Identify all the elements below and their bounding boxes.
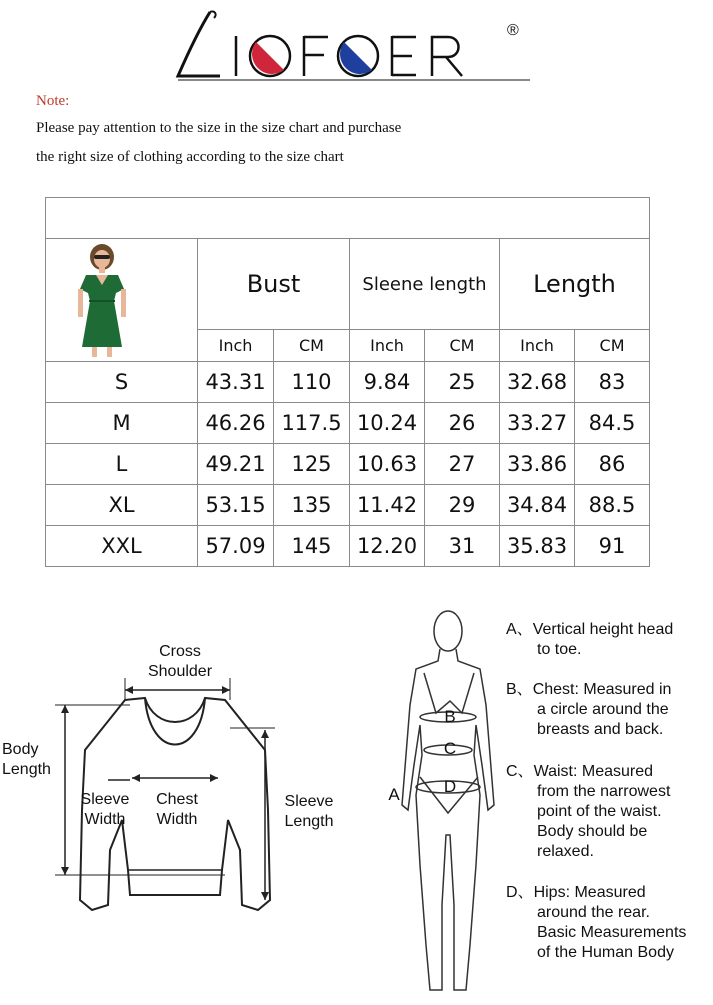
brand-logo: [170, 8, 530, 88]
description-line: Hips: Measured: [533, 884, 646, 901]
description-b: [506, 680, 711, 740]
description-line: Chest: Measured in: [532, 681, 672, 698]
marker-d: D: [443, 777, 457, 796]
size-label: S: [46, 362, 198, 403]
table-cell: 135: [274, 485, 350, 526]
note-label: Note:: [36, 93, 70, 109]
table-cell: 11.42: [350, 485, 425, 526]
table-cell: 10.63: [350, 444, 425, 485]
garment-measurement-diagram: [0, 600, 360, 1000]
table-cell: 49.21: [198, 444, 274, 485]
table-cell: 33.86: [500, 444, 575, 485]
table-cell: 84.5: [575, 403, 650, 444]
description-line: of the Human Body: [537, 944, 674, 961]
description-line: Waist: Measured: [533, 763, 654, 780]
table-cell: 53.15: [198, 485, 274, 526]
table-cell: 117.5: [274, 403, 350, 444]
table-row: [46, 362, 650, 403]
unit-cell: CM: [575, 330, 650, 362]
sleeve-length-line-2: Length: [284, 813, 334, 830]
table-cell: 31: [425, 526, 500, 567]
table-cell: 33.27: [500, 403, 575, 444]
description-key: B、: [506, 681, 533, 698]
table-row: [46, 403, 650, 444]
logo-letter-l: [178, 12, 220, 76]
size-label: XXL: [46, 526, 198, 567]
table-cell: 29: [425, 485, 500, 526]
description-line: Basic Measurements: [537, 924, 687, 941]
table-cell: 32.68: [500, 362, 575, 403]
description-line: from the narrowest: [537, 783, 671, 800]
description-line: breasts and back.: [537, 721, 664, 738]
table-cell: 43.31: [198, 362, 274, 403]
table-cell: 26: [425, 403, 500, 444]
table-cell: 35.83: [500, 526, 575, 567]
table-title-cell: [46, 198, 650, 239]
note-line-2: the right size of clothing according to the size chart: [36, 149, 344, 165]
description-c: [506, 762, 711, 862]
sleeve-width-line-1: Sleeve: [80, 791, 130, 808]
table-header-row: [46, 239, 650, 330]
dress-model-image: [72, 239, 172, 357]
header-length: Length: [500, 239, 650, 330]
sleeve-width-line-2: Width: [84, 811, 126, 828]
table-cell: 86: [575, 444, 650, 485]
unit-cell: Inch: [500, 330, 575, 362]
table-cell: 125: [274, 444, 350, 485]
table-title-row: [46, 198, 650, 239]
body-measurement-diagram: [380, 605, 500, 1000]
note-line-1: Please pay attention to the size in the size chart and purchase: [36, 120, 402, 136]
header-bust: Bust: [198, 239, 350, 330]
registered-mark: ®: [507, 22, 519, 39]
size-chart-table: [45, 197, 650, 567]
table-cell: 46.26: [198, 403, 274, 444]
description-line: relaxed.: [537, 843, 594, 860]
description-line: around the rear.: [537, 904, 650, 921]
description-key: C、: [506, 763, 534, 780]
description-line: a circle around the: [537, 701, 669, 718]
unit-cell: CM: [425, 330, 500, 362]
table-cell: 9.84: [350, 362, 425, 403]
body-length-line-2: Length: [2, 761, 51, 778]
logo-red-accent: [252, 42, 284, 74]
body-length-line-1: Body: [2, 741, 39, 758]
table-row: [46, 526, 650, 567]
cross-shoulder-line-2: Shoulder: [147, 663, 213, 680]
brand-logo-graphic: [170, 8, 530, 88]
sleeve-length-label: [272, 792, 346, 832]
unit-cell: Inch: [350, 330, 425, 362]
chest-width-line-1: Chest: [156, 791, 198, 808]
unit-cell: Inch: [198, 330, 274, 362]
marker-b: B: [444, 707, 456, 726]
table-cell: 12.20: [350, 526, 425, 567]
table-row: [46, 485, 650, 526]
table-cell: 34.84: [500, 485, 575, 526]
sleeve-length-line-1: Sleeve: [284, 793, 334, 810]
description-a: [506, 620, 711, 660]
size-label: L: [46, 444, 198, 485]
product-thumbnail: [46, 239, 198, 362]
description-line: Body should be: [537, 823, 648, 840]
table-cell: 25: [425, 362, 500, 403]
unit-cell: CM: [274, 330, 350, 362]
table-cell: 110: [274, 362, 350, 403]
table-cell: 88.5: [575, 485, 650, 526]
description-line: to toe.: [537, 641, 582, 658]
description-key: A、: [506, 621, 533, 638]
chest-width-line-2: Width: [156, 811, 198, 828]
table-cell: 57.09: [198, 526, 274, 567]
header-sleeve-length: Sleene length: [350, 239, 500, 330]
table-cell: 83: [575, 362, 650, 403]
table-row: [46, 444, 650, 485]
marker-c: C: [443, 739, 457, 758]
table-cell: 145: [274, 526, 350, 567]
marker-a: A: [388, 785, 400, 804]
chest-width-label: [140, 790, 214, 830]
description-d: [506, 883, 711, 963]
size-label: XL: [46, 485, 198, 526]
body-length-label: [2, 740, 62, 780]
table-cell: 27: [425, 444, 500, 485]
description-key: D、: [506, 884, 534, 901]
description-line: point of the waist.: [537, 803, 662, 820]
logo-blue-accent: [340, 42, 372, 74]
size-label: M: [46, 403, 198, 444]
description-line: Vertical height head: [532, 621, 674, 638]
cross-shoulder-label: [135, 642, 225, 682]
table-cell: 10.24: [350, 403, 425, 444]
table-cell: 91: [575, 526, 650, 567]
cross-shoulder-line-1: Cross: [159, 643, 201, 660]
sleeve-width-label: [72, 790, 138, 830]
